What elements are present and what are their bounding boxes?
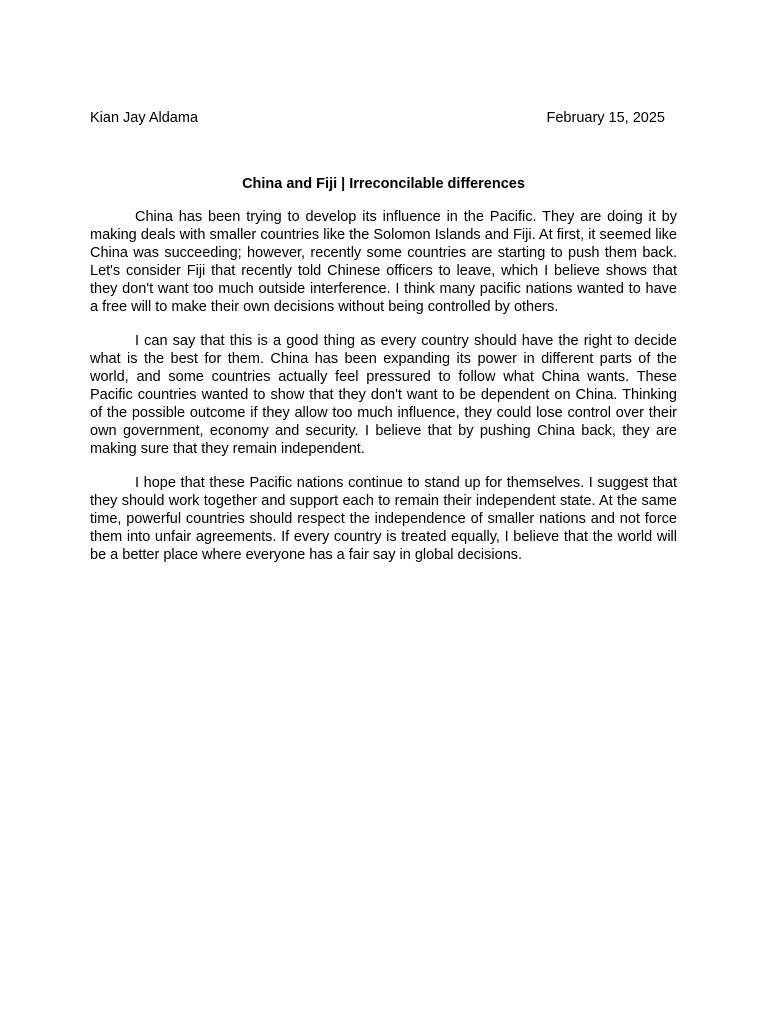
document-date: February 15, 2025 [546, 110, 665, 126]
document-body [90, 208, 677, 580]
paragraph-1: China has been trying to develop its influence in the Pacific. They are doing it by making deals with smaller countries like the Solomon Islands and Fiji. At first, it seemed like China was succeeding; however, recently some countries are starting to push them back. Let's consider Fiji that recently told Chinese officers to leave, which I believe shows that they don't want too much outside interference. I think many pacific nations wanted to have a free will to make their own decisions without being controlled by others. [90, 209, 677, 315]
paragraph-2: I can say that this is a good thing as every country should have the right to decide what is the best for them. China has been expanding its power in different parts of the world, and some countries actually feel pressured to follow what China wants. These Pacific countries wanted to show that they don't want to be dependent on China. Thinking of the possible outcome if they allow too much influence, they could lose control over their own government, economy and security. I believe that by pushing China back, they are making sure that they remain independent. [90, 333, 677, 457]
author-name: Kian Jay Aldama [90, 110, 199, 126]
document-header [90, 109, 665, 127]
paragraph-3: I hope that these Pacific nations continue to stand up for themselves. I suggest that they should work together and support each to remain their independent state. At the same time, powerful countries should respect the independence of smaller nations and not force them into unfair agreements. If every country is treated equally, I believe that the world will be a better place where everyone has a fair say in global decisions. [90, 475, 677, 563]
document-title: China and Fiji | Irreconcilable differences [242, 176, 525, 192]
